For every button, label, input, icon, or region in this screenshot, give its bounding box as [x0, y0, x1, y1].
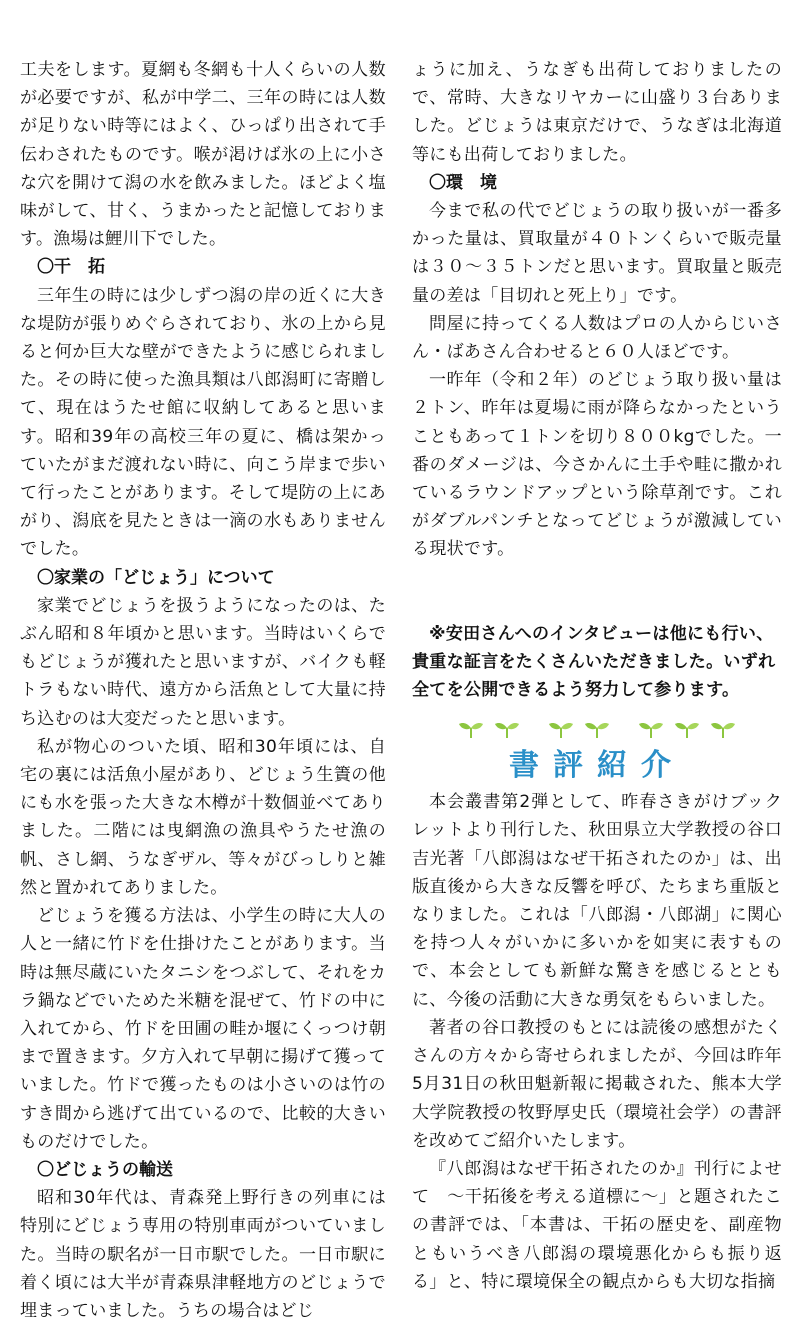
sprout-icon [582, 716, 612, 740]
left-column [20, 56, 386, 1325]
book-review-title: 書評紹介 [509, 748, 685, 784]
sprout-icon [672, 716, 702, 740]
paragraph-review-quote: 『八郎潟はなぜ干拓されたのか』刊行によせて ～干拓後を考える道標に～」と題されたこの書評では、「本書は、干拓の歴史を、副産物ともいうべき八郎潟の環境悪化からも振り返る」と、特に環境保全の観点からも大切な指摘 [412, 1158, 782, 1292]
sprout-icon [456, 716, 486, 740]
heading-kantaku: 〇干 拓 [37, 257, 105, 278]
interview-note: ※安田さんへのインタビューは他にも行い、貴重な証言をたくさんいただきました。いずれ全てを公開できるよう努力して参ります。 [412, 623, 776, 701]
sprout-icon [492, 716, 522, 740]
paragraph-volume: 今まで私の代でどじょうの取り扱いが一番多かった量は、買取量が４０トンくらいで販売量は３０～３５トンだと思います。買取量と販売量の差は「目切れと死上り」です。 [412, 201, 782, 306]
heading-family-business: 〇家業の「どじょう」について [37, 567, 275, 588]
heading-environment: 〇環 境 [429, 172, 497, 193]
sprout-icon [708, 716, 738, 740]
paragraph-decline: 一昨年（令和２年）のどじょう取り扱い量は２トン、昨年は夏場に雨が降らなかったということもあって１トンを切り８００kgでした。一番のダメージは、今さかんに土手や畦に撒かれているラウンドアップという除草剤です。これがダブルパンチとなってどじょうが激減している現状です。 [412, 370, 782, 560]
paragraph-childhood: 私が物心のついた頃、昭和30年頃には、自宅の裏には活魚小屋があり、どじょう生簀の他にも水を張った大きな木樽が十数個並べてありました。二階には曳網漁の漁具やうたせ漁の帆、さし網、うなぎザル、等々がびっしりと雑然と置かれてありました。 [20, 736, 386, 898]
sprout-icon [546, 716, 576, 740]
paragraph-business-start: 家業でどじょうを扱うようになったのは、たぶん昭和８年頃かと思います。当時はいくらでもどじょうが獲れたと思いますが、バイクも軽トラもない時代、遠方から活魚として大量に持ち込むのは大変だったと思います。 [20, 595, 386, 729]
paragraph-shipping: ょうに加え、うなぎも出荷しておりましたので、常時、大きなリヤカーに山盛り３台ありました。どじょうは東京だけで、うなぎは北海道等にも出荷しておりました。 [412, 60, 782, 165]
paragraph-suppliers: 問屋に持ってくる人数はプロの人からじいさん・ばあさん合わせると６０人ほどです。 [412, 313, 782, 363]
paragraph-catch-method: どじょうを獲る方法は、小学生の時に大人の人と一緒に竹ドを仕掛けたことがあります。当時は無尽蔵にいたタニシをつぶして、それをカラ鍋などでいためた米糖を混ぜて、竹ドの中に入れてから、竹ドを田圃の畦か堰にくっつけ朝まで置きます。夕方入れて早朝に揚げて獲っていました。竹ドで獲ったものは小さいのは竹のすき間から逃げて出ているので、比較的大きいものだけでした。 [20, 906, 386, 1152]
section-spacer [412, 564, 782, 620]
paragraph-review-reactions: 著者の谷口教授のもとには読後の感想がたくさんの方々から寄せられましたが、今回は昨年5月31日の秋田魁新報に掲載された、熊本大学大学院教授の牧野厚史氏（環境社会学）の書評を改めてご紹介いたします。 [412, 1017, 782, 1151]
heading-transport: 〇どじょうの輸送 [37, 1159, 173, 1180]
sprout-group-left [456, 716, 522, 740]
sprout-group-middle [546, 716, 612, 740]
paragraph-review-intro: 本会叢書第2弾として、昨春さきがけブックレットより刊行した、秋田県立大学教授の谷口吉光著「八郎潟はなぜ干拓されたのか」は、出版直後から大きな反響を呼び、たちまち重版となりました。これは「八郎潟・八郎湖」に関心を持つ人々がいかに多いかを如実に表すもので、本会としても新鮮な驚きを感じるとともに、今後の活動に大きな勇気をもらいました。 [412, 792, 782, 1010]
paragraph-fishing-net: 工夫をします。夏網も冬網も十人くらいの人数が必要ですが、私が中学二、三年の時には人数が足りない時等にはよく、ひっぱり出されて手伝わされたものです。喉が渇けば氷の上に小さな穴を開けて潟の水を飲みました。ほどよく塩味がして、甘く、うまかったと記憶しております。漁場は鯉川下でした。 [20, 60, 386, 250]
paragraph-kantaku: 三年生の時には少しずつ潟の岸の近くに大きな堤防が張りめぐらされており、氷の上から見ると何か巨大な壁ができたように感じられました。その時に使った漁具類は八郎潟町に寄贈して、現在はうたせ館に収納してあると思います。昭和39年の高校三年の夏に、橋は架かっていたがまだ渡れない時に、向こう岸まで歩いて行ったことがあります。そして堤防の上にあがり、潟底を見たときは一滴の水もありませんでした。 [20, 285, 386, 560]
paragraph-transport: 昭和30年代は、青森発上野行きの列車には特別にどじょう専用の特別車両がついていました。当時の駅名が一日市駅でした。一日市駅に着く頃には大半が青森県津軽地方のどじょうで埋まっていました。うちの場合はどじ [20, 1188, 386, 1321]
sprout-divider [412, 714, 782, 742]
sprout-icon [636, 716, 666, 740]
sprout-group-right [636, 716, 738, 740]
right-column [412, 56, 782, 1296]
